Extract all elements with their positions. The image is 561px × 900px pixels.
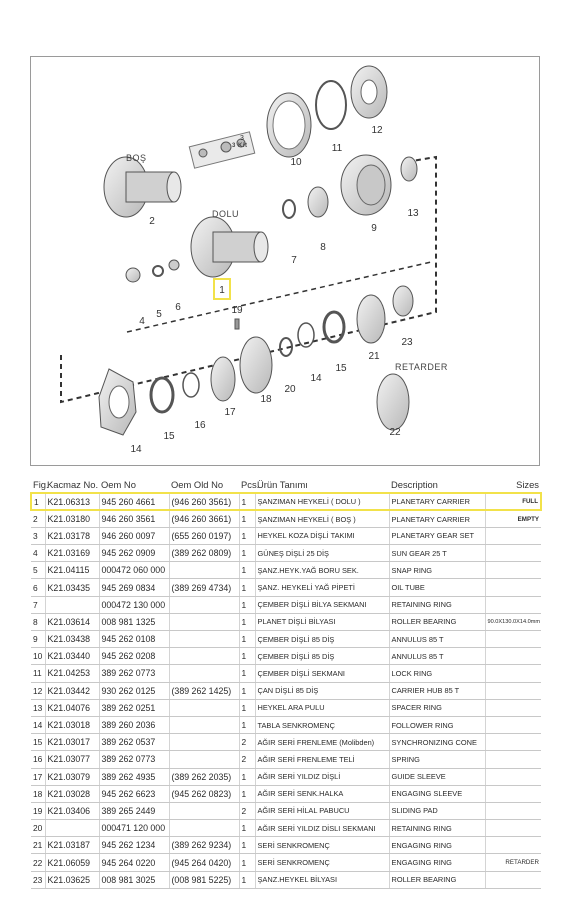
cell-size — [485, 871, 541, 888]
table-row — [31, 579, 541, 596]
cell-fig: 12 — [31, 682, 45, 699]
cell-size — [485, 751, 541, 768]
part-1-full-carrier — [191, 217, 268, 277]
cell-kacmaz-no: K21.06059 — [45, 854, 99, 871]
cell-urun-tanimi: ŞANZIMAN HEYKELİ ( BOŞ ) — [255, 510, 389, 527]
cell-pcs: 1 — [239, 871, 255, 888]
cell-kacmaz-no: K21.06313 — [45, 493, 99, 510]
cell-oem-no: 389 260 2036 — [99, 716, 169, 733]
cell-fig: 15 — [31, 734, 45, 751]
cell-size — [485, 734, 541, 751]
cell-fig: 19 — [31, 802, 45, 819]
part-8-bearing — [308, 187, 328, 217]
cell-fig: 3 — [31, 527, 45, 544]
cell-description: RETAINING RING — [389, 820, 485, 837]
cell-fig: 6 — [31, 579, 45, 596]
cell-kacmaz-no: K21.03625 — [45, 871, 99, 888]
cell-pcs: 1 — [239, 820, 255, 837]
cell-urun-tanimi: ŞANZ.HEYKEL BİLYASI — [255, 871, 389, 888]
cell-oem-old-no — [169, 751, 239, 768]
cell-kacmaz-no: K21.04253 — [45, 665, 99, 682]
callout-10: 10 — [290, 157, 302, 168]
cell-description: SPACER RING — [389, 699, 485, 716]
table-row — [31, 545, 541, 562]
cell-urun-tanimi: ÇAN DİŞLİ 85 DİŞ — [255, 682, 389, 699]
cell-fig: 8 — [31, 613, 45, 630]
exploded-parts-diagram — [30, 56, 540, 466]
label-dolu: DOLU — [212, 209, 240, 219]
cell-size: 90.0X130.0X14.0mm — [485, 613, 541, 630]
part-16-spring-left — [183, 373, 199, 397]
cell-kacmaz-no: K21.03178 — [45, 527, 99, 544]
cell-description: FOLLOWER RING — [389, 716, 485, 733]
cell-description: PLANETARY CARRIER — [389, 510, 485, 527]
table-row — [31, 648, 541, 665]
cell-urun-tanimi: GÜNEŞ DİŞLİ 25 DİŞ — [255, 545, 389, 562]
cell-fig: 13 — [31, 699, 45, 716]
callout-16-right: 14 — [310, 373, 322, 384]
cell-pcs: 1 — [239, 493, 255, 510]
cell-size — [485, 820, 541, 837]
callout-2: 2 — [149, 216, 155, 227]
cell-kacmaz-no: K21.03442 — [45, 682, 99, 699]
callout-15-right: 15 — [335, 363, 347, 374]
cell-oem-old-no — [169, 716, 239, 733]
cell-oem-no: 389 262 0251 — [99, 699, 169, 716]
part-2-empty-carrier — [104, 157, 181, 217]
cell-urun-tanimi: ÇEMBER DİŞLİ SEKMANI — [255, 665, 389, 682]
callout-8: 8 — [320, 242, 326, 253]
cell-fig: 1 — [31, 493, 45, 510]
part-22-retarder-ring — [377, 374, 409, 430]
cell-size — [485, 785, 541, 802]
callout-22: 22 — [389, 427, 401, 438]
table-row — [31, 631, 541, 648]
cell-pcs: 1 — [239, 631, 255, 648]
cell-size: FULL — [485, 493, 541, 510]
cell-oem-old-no: (655 260 0197) — [169, 527, 239, 544]
header-pcs: Pcs. — [239, 476, 255, 493]
callout-3: 3 — [240, 135, 244, 142]
cell-size — [485, 716, 541, 733]
cell-kacmaz-no: K21.03028 — [45, 785, 99, 802]
cell-size — [485, 545, 541, 562]
cell-fig: 22 — [31, 854, 45, 871]
callout-20: 20 — [284, 384, 296, 395]
cell-oem-old-no — [169, 802, 239, 819]
table-row — [31, 802, 541, 819]
cell-size — [485, 562, 541, 579]
part-9-annulus — [341, 155, 391, 215]
cell-urun-tanimi: ŞANZIMAN HEYKELİ ( DOLU ) — [255, 493, 389, 510]
part-23-roller-bearing — [393, 286, 413, 316]
part-5-snap-ring — [153, 266, 163, 276]
cell-size — [485, 579, 541, 596]
cell-oem-no: 945 269 0834 — [99, 579, 169, 596]
callout-18: 18 — [260, 394, 272, 405]
cell-oem-no: 945 262 0208 — [99, 648, 169, 665]
part-15-sync-cone-left — [151, 378, 173, 412]
cell-urun-tanimi: HEYKEL ARA PULU — [255, 699, 389, 716]
cell-urun-tanimi: AĞIR SERİ YILDIZ DİŞLİ — [255, 768, 389, 785]
cell-description: GUIDE SLEEVE — [389, 768, 485, 785]
cell-pcs: 1 — [239, 699, 255, 716]
callout-1: 1 — [219, 285, 225, 296]
part-11-lock-ring — [316, 81, 346, 129]
cell-size — [485, 631, 541, 648]
cell-pcs: 2 — [239, 802, 255, 819]
table-row — [31, 562, 541, 579]
callout-21: 21 — [368, 351, 380, 362]
cell-urun-tanimi: ÇEMBER DİŞLİ 85 DİŞ — [255, 648, 389, 665]
cell-kacmaz-no: K21.03077 — [45, 751, 99, 768]
part-4-sun-gear — [126, 268, 140, 282]
cell-kacmaz-no: K21.03438 — [45, 631, 99, 648]
cell-size — [485, 768, 541, 785]
cell-fig: 2 — [31, 510, 45, 527]
cell-kacmaz-no: K21.03614 — [45, 613, 99, 630]
cell-description: ROLLER BEARING — [389, 871, 485, 888]
cell-urun-tanimi: SERİ SENKROMENÇ — [255, 854, 389, 871]
cell-oem-old-no: (389 262 2035) — [169, 768, 239, 785]
cell-description: PLANETARY CARRIER — [389, 493, 485, 510]
cell-pcs: 1 — [239, 510, 255, 527]
cell-pcs: 1 — [239, 854, 255, 871]
cell-fig: 21 — [31, 837, 45, 854]
cell-oem-old-no: (946 260 3561) — [169, 493, 239, 510]
cell-oem-old-no: (389 269 4734) — [169, 579, 239, 596]
table-row — [31, 871, 541, 888]
cell-kacmaz-no: K21.03169 — [45, 545, 99, 562]
table-row — [31, 820, 541, 837]
cell-description: ANNULUS 85 T — [389, 648, 485, 665]
cell-oem-no: 945 262 1234 — [99, 837, 169, 854]
cell-size — [485, 837, 541, 854]
cell-size — [485, 648, 541, 665]
cell-pcs: 1 — [239, 527, 255, 544]
cell-kacmaz-no: K21.03406 — [45, 802, 99, 819]
cell-description: OIL TUBE — [389, 579, 485, 596]
cell-oem-no: 008 981 1325 — [99, 613, 169, 630]
cell-oem-old-no: (389 262 9234) — [169, 837, 239, 854]
table-row — [31, 716, 541, 733]
table-header-row — [31, 476, 541, 493]
table-row — [31, 734, 541, 751]
part-18-engaging-sleeve — [240, 337, 272, 393]
cell-urun-tanimi: HEYKEL KOZA DİŞLİ TAKIMI — [255, 527, 389, 544]
cell-oem-no: 945 260 4661 — [99, 493, 169, 510]
cell-oem-old-no: (946 260 3661) — [169, 510, 239, 527]
table-row — [31, 493, 541, 510]
cell-description: ENGAGING RING — [389, 854, 485, 871]
table-row — [31, 785, 541, 802]
cell-description: ANNULUS 85 T — [389, 631, 485, 648]
callout-13: 13 — [407, 208, 419, 219]
callout-19: 19 — [231, 305, 243, 316]
cell-urun-tanimi: AĞIR SERİ FRENLEME TELİ — [255, 751, 389, 768]
part-19-sliding-pad — [235, 319, 239, 329]
part-13-spacer-ring — [401, 157, 417, 181]
cell-description: SYNCHRONIZING CONE — [389, 734, 485, 751]
cell-fig: 4 — [31, 545, 45, 562]
callout-9: 9 — [371, 223, 377, 234]
cell-kacmaz-no — [45, 820, 99, 837]
cell-urun-tanimi: SERİ SENKROMENÇ — [255, 837, 389, 854]
header-kacmaz-no: Kacmaz No. — [45, 476, 99, 493]
cell-pcs: 1 — [239, 768, 255, 785]
cell-oem-old-no — [169, 596, 239, 613]
cell-oem-no: 945 262 0909 — [99, 545, 169, 562]
cell-size — [485, 527, 541, 544]
cell-kacmaz-no: K21.04076 — [45, 699, 99, 716]
cell-description: ENGAGING SLEEVE — [389, 785, 485, 802]
header-oem-no: Oem No — [99, 476, 169, 493]
table-row — [31, 665, 541, 682]
cell-size — [485, 596, 541, 613]
part-14-follower-ring — [99, 369, 136, 435]
callout-23: 23 — [401, 337, 413, 348]
cell-urun-tanimi: ŞANZ.HEYK.YAĞ BORU SEK. — [255, 562, 389, 579]
cell-size — [485, 802, 541, 819]
cell-oem-old-no — [169, 734, 239, 751]
table-row — [31, 699, 541, 716]
cell-fig: 14 — [31, 716, 45, 733]
cell-description: CARRIER HUB 85 T — [389, 682, 485, 699]
cell-oem-no: 930 262 0125 — [99, 682, 169, 699]
cell-oem-old-no — [169, 613, 239, 630]
cell-oem-old-no: (945 262 0823) — [169, 785, 239, 802]
cell-oem-old-no: (945 264 0420) — [169, 854, 239, 871]
cell-oem-old-no: (389 262 1425) — [169, 682, 239, 699]
cell-description: SNAP RING — [389, 562, 485, 579]
cell-kacmaz-no: K21.03018 — [45, 716, 99, 733]
cell-kacmaz-no: K21.03079 — [45, 768, 99, 785]
cell-pcs: 1 — [239, 682, 255, 699]
cell-description: SLIDING PAD — [389, 802, 485, 819]
cell-oem-no: 000472 130 000 — [99, 596, 169, 613]
cell-urun-tanimi: ÇEMBER DİŞLİ BİLYA SEKMANI — [255, 596, 389, 613]
callout-17: 17 — [224, 407, 236, 418]
cell-description: PLANETARY GEAR SET — [389, 527, 485, 544]
cell-pcs: 1 — [239, 562, 255, 579]
table-row — [31, 837, 541, 854]
cell-description: LOCK RING — [389, 665, 485, 682]
callout-12: 12 — [371, 125, 383, 136]
cell-size — [485, 682, 541, 699]
part-6-oil-tube — [169, 260, 179, 270]
cell-pcs: 1 — [239, 785, 255, 802]
callout-5: 5 — [156, 309, 162, 320]
cell-fig: 7 — [31, 596, 45, 613]
header-fig: Fig. — [31, 476, 45, 493]
callout-15: 15 — [163, 431, 175, 442]
cell-urun-tanimi: ŞANZ. HEYKELİ YAĞ PİPETİ — [255, 579, 389, 596]
cell-pcs: 1 — [239, 665, 255, 682]
table-row — [31, 682, 541, 699]
cell-kacmaz-no — [45, 596, 99, 613]
cell-urun-tanimi: AĞIR SERİ YILDIZ DİSLI SEKMANI — [255, 820, 389, 837]
cell-oem-no: 389 262 0773 — [99, 751, 169, 768]
cell-oem-no: 389 262 0773 — [99, 665, 169, 682]
callout-7: 7 — [291, 255, 297, 266]
cell-fig: 9 — [31, 631, 45, 648]
label-kit: 3 Kit — [232, 143, 248, 149]
cell-oem-no: 000472 060 000 — [99, 562, 169, 579]
cell-kacmaz-no: K21.03180 — [45, 510, 99, 527]
header-description: Description — [389, 476, 485, 493]
cell-pcs: 1 — [239, 716, 255, 733]
cell-description: RETAINING RING — [389, 596, 485, 613]
cell-fig: 17 — [31, 768, 45, 785]
cell-pcs: 1 — [239, 579, 255, 596]
cell-pcs: 1 — [239, 837, 255, 854]
cell-oem-no: 000471 120 000 — [99, 820, 169, 837]
cell-oem-old-no — [169, 820, 239, 837]
cell-oem-no: 946 260 0097 — [99, 527, 169, 544]
cell-oem-no: 945 262 0108 — [99, 631, 169, 648]
cell-fig: 11 — [31, 665, 45, 682]
cell-oem-no: 389 262 0537 — [99, 734, 169, 751]
cell-fig: 5 — [31, 562, 45, 579]
callout-16: 16 — [194, 420, 206, 431]
table-row — [31, 613, 541, 630]
cell-urun-tanimi: TABLA SENKROMENÇ — [255, 716, 389, 733]
part-10-annulus — [267, 93, 311, 157]
cell-kacmaz-no: K21.03440 — [45, 648, 99, 665]
cell-description: SPRING — [389, 751, 485, 768]
part-17-guide-sleeve — [211, 357, 235, 401]
parts-table — [30, 476, 542, 889]
cell-fig: 20 — [31, 820, 45, 837]
parts-table-body — [31, 493, 541, 888]
part-12-carrier-hub — [351, 66, 387, 118]
cell-oem-no: 389 265 2449 — [99, 802, 169, 819]
cell-oem-old-no — [169, 562, 239, 579]
cell-kacmaz-no: K21.03017 — [45, 734, 99, 751]
cell-description: SUN GEAR 25 T — [389, 545, 485, 562]
cell-pcs: 1 — [239, 648, 255, 665]
cell-oem-no: 008 981 3025 — [99, 871, 169, 888]
cell-urun-tanimi: AĞIR SERİ FRENLEME (Molibden) — [255, 734, 389, 751]
header-sizes: Sizes — [485, 476, 541, 493]
cell-oem-old-no — [169, 631, 239, 648]
cell-urun-tanimi: AĞIR SERİ SENK.HALKA — [255, 785, 389, 802]
callout-11: 11 — [331, 143, 343, 154]
part-21-engaging-ring — [357, 295, 385, 343]
cell-pcs: 1 — [239, 613, 255, 630]
table-row — [31, 854, 541, 871]
table-row — [31, 527, 541, 544]
cell-urun-tanimi: PLANET DİŞLİ BİLYASI — [255, 613, 389, 630]
label-bos: BOŞ — [126, 153, 147, 163]
cell-kacmaz-no: K21.03435 — [45, 579, 99, 596]
label-retarder: RETARDER — [395, 362, 448, 372]
cell-size — [485, 665, 541, 682]
cell-kacmaz-no: K21.04115 — [45, 562, 99, 579]
cell-oem-no: 945 262 6623 — [99, 785, 169, 802]
cell-size: EMPTY — [485, 510, 541, 527]
header-urun-tanimi: Ürün Tanımı — [255, 476, 389, 493]
cell-fig: 23 — [31, 871, 45, 888]
cell-oem-old-no — [169, 699, 239, 716]
callout-14: 14 — [130, 444, 142, 455]
header-oem-old-no: Oem Old No — [169, 476, 239, 493]
cell-fig: 16 — [31, 751, 45, 768]
cell-oem-old-no: (008 981 5225) — [169, 871, 239, 888]
table-row — [31, 596, 541, 613]
cell-oem-no: 946 260 3561 — [99, 510, 169, 527]
cell-pcs: 2 — [239, 751, 255, 768]
cell-size — [485, 699, 541, 716]
cell-urun-tanimi: AĞIR SERİ HİLAL PABUCU — [255, 802, 389, 819]
cell-description: ROLLER BEARING — [389, 613, 485, 630]
callout-4: 4 — [139, 316, 145, 327]
table-row — [31, 751, 541, 768]
cell-fig: 18 — [31, 785, 45, 802]
cell-size: RETARDER — [485, 854, 541, 871]
table-row — [31, 768, 541, 785]
cell-description: ENGAGING RING — [389, 837, 485, 854]
part-7-retaining-ring — [283, 200, 295, 218]
cell-fig: 10 — [31, 648, 45, 665]
cell-pcs: 1 — [239, 596, 255, 613]
cell-oem-no: 389 262 4935 — [99, 768, 169, 785]
callout-6: 6 — [175, 302, 181, 313]
cell-oem-old-no: (389 262 0809) — [169, 545, 239, 562]
cell-oem-old-no — [169, 665, 239, 682]
cell-kacmaz-no: K21.03187 — [45, 837, 99, 854]
cell-oem-old-no — [169, 648, 239, 665]
cell-oem-no: 945 264 0220 — [99, 854, 169, 871]
cell-pcs: 1 — [239, 545, 255, 562]
cell-pcs: 2 — [239, 734, 255, 751]
table-row — [31, 510, 541, 527]
cell-urun-tanimi: ÇEMBER DİŞLİ 85 DİŞ — [255, 631, 389, 648]
